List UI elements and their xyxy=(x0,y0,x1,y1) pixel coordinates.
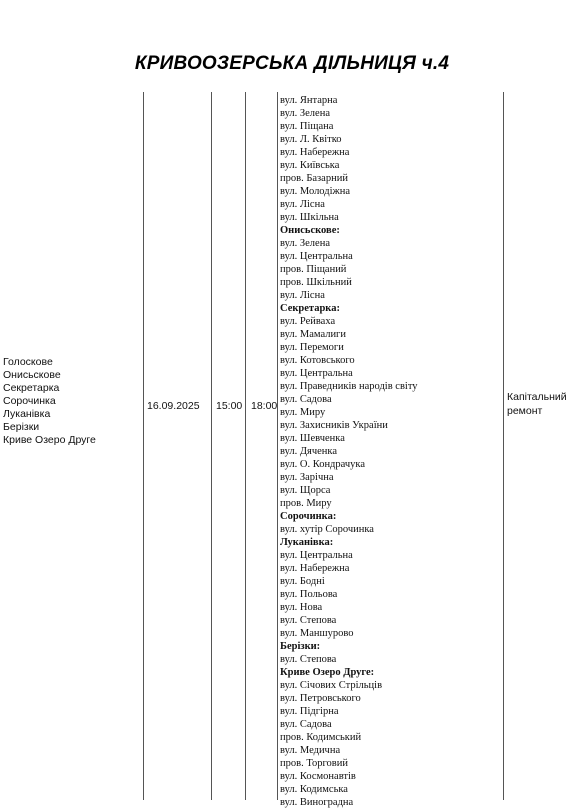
street-item: вул. Січових Стрільців xyxy=(280,680,383,691)
street-item: вул. Садова xyxy=(280,394,332,405)
village-item: Голоскове xyxy=(3,356,53,368)
street-item: вул. Медична xyxy=(280,745,341,756)
work-type-cell xyxy=(507,390,577,418)
date-cell: 16.09.2025 xyxy=(147,400,200,412)
street-item: вул. хутір Сорочинка xyxy=(280,524,374,535)
village-item: Сорочинка xyxy=(3,395,56,407)
street-item: вул. Дяченка xyxy=(280,446,338,457)
streets-cell xyxy=(280,94,500,809)
schedule-table xyxy=(0,92,584,808)
street-item: пров. Торговий xyxy=(280,758,348,769)
street-item: вул. Лісна xyxy=(280,290,325,301)
street-item: вул. Центральна xyxy=(280,550,353,561)
street-item: вул. Перемоги xyxy=(280,342,344,353)
street-item: вул. Мамалиги xyxy=(280,329,346,340)
street-item: вул. Лісна xyxy=(280,199,325,210)
column-divider xyxy=(503,92,504,800)
village-heading: Сорочинка: xyxy=(280,511,337,522)
work-type-line: ремонт xyxy=(507,405,543,417)
street-item: пров. Шкільний xyxy=(280,277,352,288)
street-item: вул. Миру xyxy=(280,407,326,418)
street-item: пров. Піщаний xyxy=(280,264,347,275)
village-item: Криве Озеро Друге xyxy=(3,434,96,446)
street-item: пров. Базарний xyxy=(280,173,348,184)
village-item: Секретарка xyxy=(3,382,60,394)
street-item: пров. Миру xyxy=(280,498,332,509)
street-item: вул. Бодні xyxy=(280,576,325,587)
street-item: вул. Петровського xyxy=(280,693,361,704)
street-item: вул. Шевченка xyxy=(280,433,345,444)
street-item: вул. Рейваха xyxy=(280,316,336,327)
street-item: вул. Київська xyxy=(280,160,340,171)
street-item: вул. Піщана xyxy=(280,121,334,132)
time-start-cell: 15:00 xyxy=(216,400,243,412)
street-item: пров. Кодимський xyxy=(280,732,362,743)
street-item: вул. Кодимська xyxy=(280,784,348,795)
street-item: вул. Л. Квітко xyxy=(280,134,342,145)
village-heading: Криве Озеро Друге: xyxy=(280,667,375,678)
street-item: вул. Центральна xyxy=(280,251,353,262)
street-item: вул. Польова xyxy=(280,589,338,600)
village-item: Берізки xyxy=(3,421,40,433)
street-item: вул. Центральна xyxy=(280,368,353,379)
village-heading: Берізки: xyxy=(280,641,321,652)
street-item: вул. Маншурово xyxy=(280,628,354,639)
street-item: вул. Шкільна xyxy=(280,212,339,223)
street-item: вул. Праведників народів світу xyxy=(280,381,418,392)
column-divider xyxy=(211,92,212,800)
street-item: вул. Янтарна xyxy=(280,95,338,106)
street-item: вул. Степова xyxy=(280,654,337,665)
time-end-cell: 18:00 xyxy=(251,400,278,412)
column-divider xyxy=(277,92,278,800)
street-item: вул. Захисників України xyxy=(280,420,388,431)
street-item: вул. Набережна xyxy=(280,147,350,158)
street-item: вул. Зарічна xyxy=(280,472,334,483)
street-item: вул. Степова xyxy=(280,615,337,626)
street-item: вул. Зелена xyxy=(280,238,330,249)
street-item: вул. О. Кондрачука xyxy=(280,459,366,470)
street-item: вул. Щорса xyxy=(280,485,331,496)
street-item: вул. Виноградна xyxy=(280,797,354,808)
street-item: вул. Молодіжна xyxy=(280,186,351,197)
work-type-line: Капітальний xyxy=(507,391,567,403)
column-divider xyxy=(143,92,144,800)
street-item: вул. Підгірна xyxy=(280,706,339,717)
village-heading: Онисьскове: xyxy=(280,225,340,236)
column-divider xyxy=(245,92,246,800)
village-item: Онисьскове xyxy=(3,369,61,381)
village-heading: Луканівка: xyxy=(280,537,334,548)
villages-cell xyxy=(3,356,96,447)
street-item: вул. Садова xyxy=(280,719,332,730)
street-item: вул. Набережна xyxy=(280,563,350,574)
village-heading: Секретарка: xyxy=(280,303,340,314)
village-item: Луканівка xyxy=(3,408,51,420)
street-item: вул. Зелена xyxy=(280,108,330,119)
street-item: вул. Космонавтів xyxy=(280,771,356,782)
street-item: вул. Нова xyxy=(280,602,323,613)
page-title: КРИВООЗЕРСЬКА ДІЛЬНИЦЯ ч.4 xyxy=(134,53,450,74)
street-item: вул. Котовського xyxy=(280,355,355,366)
